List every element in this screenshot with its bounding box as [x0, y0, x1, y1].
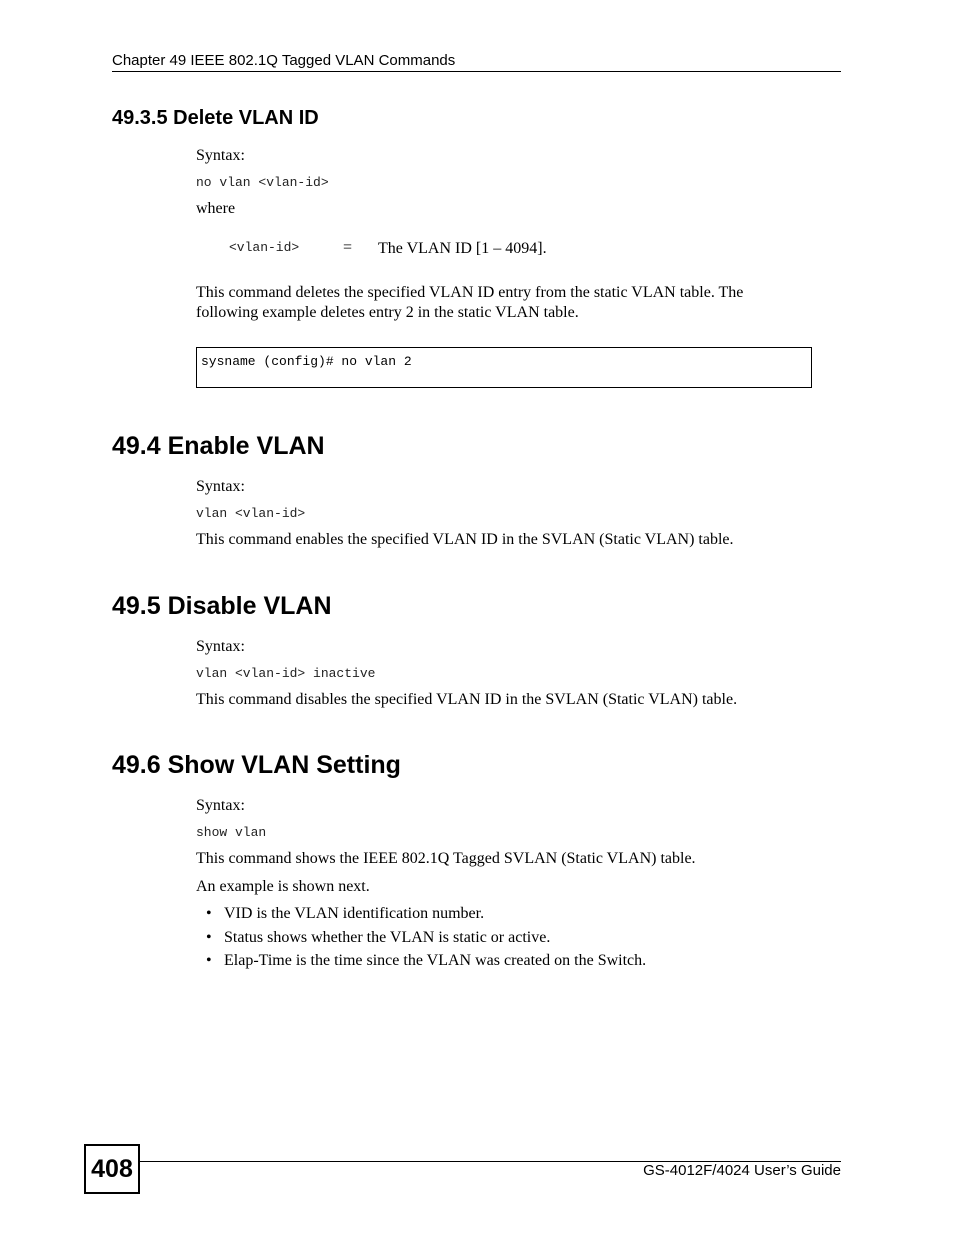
section-heading-enable-vlan: 49.4 Enable VLAN [112, 432, 325, 460]
syntax-code: vlan <vlan-id> [196, 506, 306, 521]
syntax-label: Syntax: [196, 147, 245, 164]
list-item: • Elap-Time is the time since the VLAN was created on the Switch. [206, 952, 647, 969]
param-description: The VLAN ID [1 – 4094]. [378, 240, 547, 257]
syntax-code: vlan <vlan-id> inactive [196, 666, 376, 681]
paragraph-line: This command deletes the specified VLAN ID entry from the static VLAN table. The [196, 284, 744, 301]
guide-title: GS-4012F/4024 User’s Guide [643, 1162, 841, 1179]
code-example-box [196, 347, 812, 388]
section-heading-delete-vlan: 49.3.5 Delete VLAN ID [112, 107, 319, 129]
syntax-label: Syntax: [196, 638, 245, 655]
page-number: 408 [84, 1144, 140, 1194]
paragraph: This command disables the specified VLAN ID in the SVLAN (Static VLAN) table. [196, 691, 738, 708]
param-name: <vlan-id> [229, 240, 300, 255]
list-item: • VID is the VLAN identification number. [206, 905, 485, 922]
bullet-icon: • [206, 952, 212, 969]
syntax-code: show vlan [196, 825, 267, 840]
list-item: • Status shows whether the VLAN is static or active. [206, 928, 551, 946]
where-label: where [196, 200, 236, 217]
header-rule [112, 71, 841, 72]
paragraph-line: following example deletes entry 2 in the static VLAN table. [196, 304, 579, 321]
param-equals: = [343, 239, 353, 256]
bullet-icon: • [206, 905, 212, 922]
paragraph: This command enables the specified VLAN ID in the SVLAN (Static VLAN) table. [196, 531, 734, 548]
syntax-label: Syntax: [196, 478, 245, 495]
syntax-label: Syntax: [196, 797, 245, 814]
code-example: sysname (config)# no vlan 2 [201, 354, 412, 369]
bullet-list [206, 904, 646, 975]
paragraph: An example is shown next. [196, 878, 370, 895]
syntax-code: no vlan <vlan-id> [196, 175, 329, 190]
section-heading-disable-vlan: 49.5 Disable VLAN [112, 592, 332, 620]
running-header: Chapter 49 IEEE 802.1Q Tagged VLAN Commands [112, 52, 456, 69]
section-heading-show-vlan: 49.6 Show VLAN Setting [112, 751, 401, 779]
bullet-icon: • [206, 928, 212, 946]
paragraph: This command shows the IEEE 802.1Q Tagged SVLAN (Static VLAN) table. [196, 850, 696, 867]
